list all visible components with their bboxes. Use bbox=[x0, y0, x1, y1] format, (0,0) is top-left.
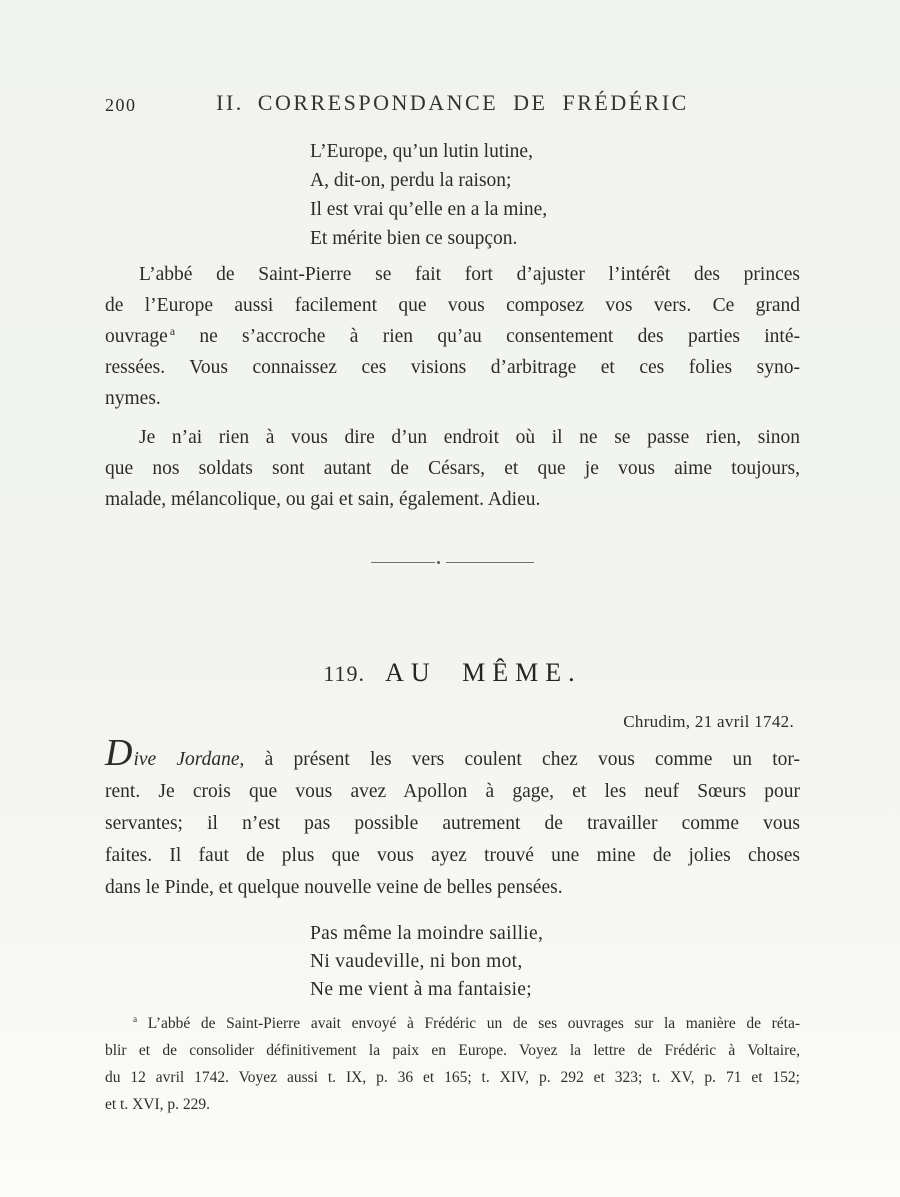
text-line: faites. Il faut de plus que vous ayez trouvé une mine de jolies choses bbox=[105, 845, 800, 866]
verse-block-europe bbox=[310, 137, 800, 253]
text-line: L’abbé de Saint-Pierre se fait fort d’ajuster l’intérêt des princes bbox=[139, 264, 800, 285]
text-line: de l’Europe aussi facilement que vous composez vos vers. Ce grand bbox=[105, 295, 800, 316]
letter-number: 119. bbox=[323, 661, 366, 686]
text-line: servantes; il n’est pas possible autrement de travailler comme vous bbox=[105, 813, 800, 834]
verse-line: Il est vrai qu’elle en a la mine, bbox=[310, 199, 548, 220]
divider-line-left bbox=[371, 562, 435, 563]
text-line: dans le Pinde, et quelque nouvelle veine de belles pensées. bbox=[105, 877, 563, 898]
footnote-line: blir et de consolider définitivement la paix en Europe. Voyez la lettre de Frédéric à Voltaire, bbox=[105, 1042, 800, 1059]
verse-line: L’Europe, qu’un lutin lutine, bbox=[310, 141, 533, 162]
footnote bbox=[105, 1010, 800, 1118]
text-fragment: ne s’accroche à rien qu’au consentement des parties inté- bbox=[199, 326, 800, 347]
text-line bbox=[105, 321, 800, 352]
text-fragment: ouvrage bbox=[105, 326, 168, 347]
text-fragment: , à présent les vers coulent chez vous comme un tor- bbox=[239, 749, 800, 770]
paragraph-adieu bbox=[105, 422, 800, 515]
divider-dot bbox=[437, 561, 440, 564]
running-title-text: CORRESPONDANCE DE FRÉDÉRIC bbox=[257, 90, 689, 115]
page-number: 200 bbox=[105, 95, 137, 115]
drop-initial: D bbox=[105, 732, 134, 774]
footnote-line: et t. XVI, p. 229. bbox=[105, 1096, 211, 1113]
section-divider-rule bbox=[370, 561, 536, 564]
letter-dateline: Chrudim, 21 avril 1742. bbox=[623, 712, 794, 731]
text-line: nymes. bbox=[105, 388, 161, 409]
running-title bbox=[105, 90, 800, 116]
paragraph-dive-jordane bbox=[105, 732, 800, 904]
footnote-line: du 12 avril 1742. Voyez aussi t. IX, p. 36 et 165; t. XIV, p. 292 et 323; t. XV, p. 71 et 152; bbox=[105, 1069, 800, 1086]
text-line: ressées. Vous connaissez ces visions d’arbitrage et ces folies syno- bbox=[105, 357, 800, 378]
divider-line-right bbox=[446, 562, 534, 563]
text-line: malade, mélancolique, ou gai et sain, également. Adieu. bbox=[105, 489, 541, 510]
letter-heading bbox=[105, 658, 800, 688]
section-numeral: II. bbox=[216, 90, 244, 115]
verse-line: Pas même la moindre saillie, bbox=[310, 923, 544, 944]
running-header bbox=[105, 90, 800, 116]
italic-salutation: ive Jordane bbox=[133, 749, 240, 770]
verse-line: Ni vaudeville, ni bon mot, bbox=[310, 951, 523, 972]
footnote-reference-marker: a bbox=[169, 324, 175, 338]
footnote-line bbox=[105, 1010, 800, 1037]
text-fragment: L’abbé de Saint-Pierre avait envoyé à Frédéric un de ses ouvrages sur la manière de réta- bbox=[147, 1015, 800, 1032]
text-line bbox=[105, 732, 800, 776]
text-block bbox=[105, 0, 800, 1118]
verse-line: A, dit-on, perdu la raison; bbox=[310, 170, 512, 191]
text-line: Je n’ai rien à vous dire d’un endroit où il ne se passe rien, sinon bbox=[139, 427, 800, 448]
text-line: rent. Je crois que vous avez Apollon à gage, et les neuf Sœurs pour bbox=[105, 781, 800, 802]
verse-line: Et mérite bien ce soupçon. bbox=[310, 228, 518, 249]
letter-title: AU MÊME. bbox=[385, 658, 582, 687]
paragraph-abbe-saint-pierre bbox=[105, 259, 800, 414]
footnote-marker: a bbox=[133, 1014, 138, 1025]
verse-block-saillie bbox=[310, 920, 800, 1004]
text-line: que nos soldats sont autant de Césars, et que je vous aime toujours, bbox=[105, 458, 800, 479]
verse-line: Ne me vient à ma fantaisie; bbox=[310, 979, 532, 1000]
